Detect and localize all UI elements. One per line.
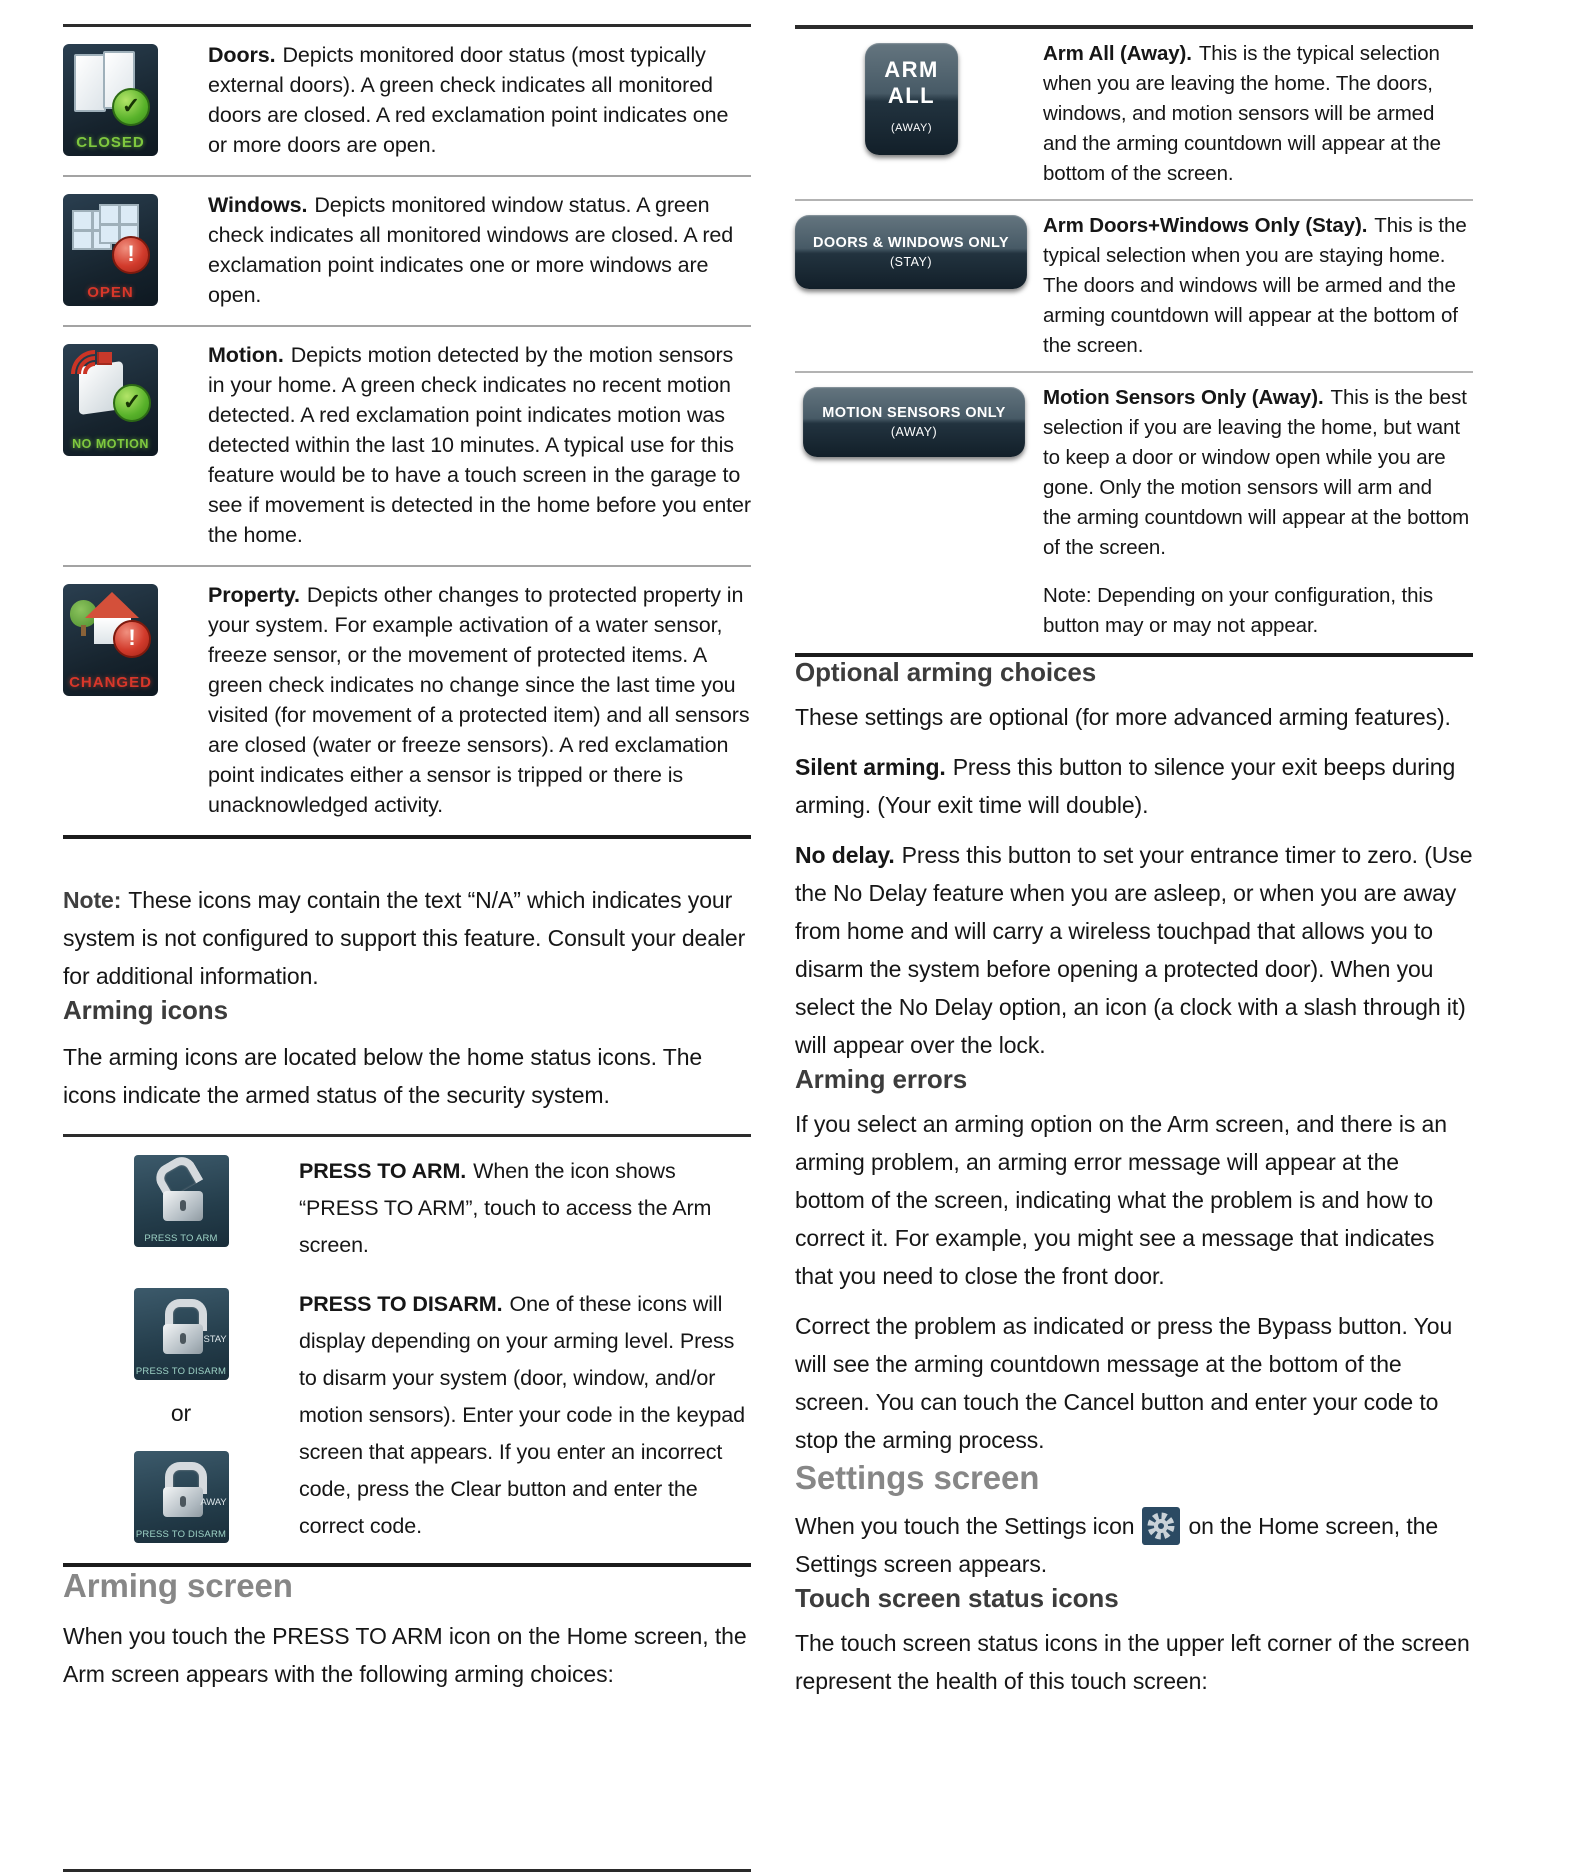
row-desc: Depicts motion detected by the motion sensors in your home. A green check indicates no recent motion detected. A red exclamation point indicates motion was detected within the last 10 minutes. A typical use for this feature would be to have a touch screen in the garage to see if movement is detected in the home before you enter the home. — [208, 343, 751, 547]
row-term: Arm Doors+Windows Only (Stay). — [1043, 214, 1368, 237]
motion-sensors-only-button — [803, 387, 1025, 457]
padlock-closed-stay-icon — [134, 1288, 229, 1380]
home-status-icons-table — [63, 24, 751, 839]
table-row-property — [63, 567, 751, 839]
table-row-press-to-arm — [63, 1153, 751, 1264]
silent-arming-paragraph: Silent arming. Press this button to silence your exit beeps during arming. (Your exit time will double). — [795, 754, 1456, 818]
or-label: or — [170, 1400, 192, 1426]
row-desc: This is the typical selection when you are leaving the home. The doors, windows, and motion sensors will be armed and the arming countdown will appear at the bottom of the screen. — [1043, 42, 1441, 185]
arming-errors-paragraph-2: Correct the problem as indicated or press the Bypass button. You will see the arming countdown message at the bottom of the screen. You can touch the Cancel button and enter your code to stop the arming process. — [795, 1313, 1453, 1453]
lock-body — [163, 1191, 203, 1221]
table-row-doors-windows-only — [795, 201, 1473, 373]
row-term: Windows. — [208, 193, 308, 217]
padlock-open-icon — [134, 1155, 229, 1247]
button-label: DOORS & WINDOWS ONLY — [813, 235, 1009, 251]
row-term: Motion Sensors Only (Away). — [1043, 386, 1324, 409]
button-label: MOTION SENSORS ONLY — [822, 405, 1006, 421]
row-desc: Depicts other changes to protected property in your system. For example activation of a water sensor, freeze sensor, or the movement of protected items. A green check indicates no change since the last time you visited (for movement of a protected item) and all sensors are closed (water or freeze sensors). A red exclamation point indicates either a sensor is tripped or there is unacknowledged activity. — [208, 583, 750, 817]
optional-arming-heading: Optional arming choices — [795, 657, 1097, 687]
row-term: Property. — [208, 583, 300, 607]
property-changed-icon — [63, 584, 158, 696]
arming-icons-table — [63, 1134, 751, 1567]
button-label: ALL — [887, 83, 936, 108]
silent-arming-term: Silent arming. — [795, 754, 946, 780]
lock-label: PRESS TO DISARM — [135, 1366, 227, 1377]
table-row-doors — [63, 27, 751, 177]
settings-screen-paragraph: When you touch the Settings icon on the Home screen, the Settings screen appears. — [795, 1507, 1473, 1583]
icon-caption: CLOSED — [76, 134, 145, 151]
lock-tag-stay: STAY — [203, 1334, 227, 1345]
note-paragraph: Note: These icons may contain the text “N/A” which indicates your system is not configured to support this feature. Consult your dealer for additional information. — [63, 887, 746, 989]
arming-screen-paragraph: When you touch the PRESS TO ARM icon on the Home screen, the Arm screen appears with the following arming choices: — [63, 1623, 747, 1687]
house-roof-shape — [85, 592, 139, 618]
red-exclamation-badge: ! — [113, 620, 151, 658]
lock-body — [163, 1324, 203, 1354]
button-label: ARM — [884, 57, 939, 82]
row-desc: Depicts monitored window status. A green check indicates all monitored windows are closed. A red exclamation point indicates one or more windows are open. — [208, 193, 734, 307]
row-term: Motion. — [208, 343, 284, 367]
button-sublabel: (AWAY) — [890, 122, 933, 134]
touch-status-icons-paragraph: The touch screen status icons in the upper left corner of the screen represent the health of this touch screen: — [795, 1630, 1470, 1694]
button-sublabel: (AWAY) — [890, 425, 938, 439]
lock-body — [163, 1487, 203, 1517]
button-sublabel: (STAY) — [889, 255, 933, 269]
row-desc: Depicts monitored door status (most typically external doors). A green check indicates all monitored doors are closed. A red exclamation point indicates one or more doors are open. — [208, 43, 729, 157]
left-column — [63, 0, 751, 1693]
row-desc-continued: the arming countdown will appear at the bottom of the screen. — [1043, 506, 1470, 559]
optional-arming-intro: These settings are optional (for more advanced arming features). — [795, 704, 1451, 730]
arm-all-button — [865, 43, 958, 155]
tree-trunk-shape — [81, 625, 86, 636]
note-label: Note: — [63, 887, 122, 913]
settings-screen-heading: Settings screen — [795, 1459, 1040, 1496]
doors-windows-only-button — [795, 215, 1027, 289]
green-check-badge: ✓ — [112, 88, 150, 126]
arming-errors-paragraph-1: If you select an arming option on the Arm screen, and there is an arming problem, an arming error message will appear at the bottom of the screen, indicating what the problem is and how to correct it. For example, you might see a message that indicates that you need to close the front door. — [795, 1111, 1447, 1289]
red-exclamation-badge: ! — [112, 236, 150, 274]
windows-open-icon — [63, 194, 158, 306]
row-term: PRESS TO DISARM. — [299, 1292, 503, 1316]
icon-caption: OPEN — [87, 284, 134, 301]
lock-label: PRESS TO ARM — [144, 1233, 218, 1244]
row-desc: This is the typical selection when you are staying home. The doors and windows will be armed and the arming countdown will appear at the bottom of the screen. — [1043, 214, 1467, 357]
row-desc: This is the best selection if you are leaving the home, but want to keep a door or window open while you are gone. Only the motion sensors will arm and — [1043, 386, 1467, 499]
table-row-arm-all — [795, 29, 1473, 201]
right-column — [795, 0, 1473, 1700]
icon-caption: CHANGED — [69, 674, 152, 691]
icon-caption: NO MOTION — [72, 437, 149, 451]
row-desc: When the icon shows “PRESS TO ARM”, touch to access the Arm screen. — [299, 1159, 712, 1257]
next-table-top-rule — [63, 1869, 751, 1872]
arming-icons-heading: Arming icons — [63, 995, 228, 1025]
table-row-press-to-disarm — [63, 1286, 751, 1545]
row-note: Note: Depending on your configuration, this button may or may not appear. — [1043, 584, 1434, 637]
row-desc: One of these icons will display depending on your arming level. Press to disarm your system (door, window, and/or motion sensors). Enter your code in the keypad screen that appears. If you enter an incorrect code, press the Clear button and enter the correct code. — [299, 1292, 745, 1538]
gear-icon — [1142, 1507, 1180, 1545]
arming-errors-heading: Arming errors — [795, 1064, 968, 1094]
green-check-badge: ✓ — [113, 384, 151, 422]
no-delay-paragraph: No delay. Press this button to set your entrance timer to zero. (Use the No Delay feature when you are asleep, or when you are away from home and will carry a wireless touchpad that allows you to disarm the system before opening a protected door). When you select the No Delay option, an icon (a clock with a slash through it) will appear over the lock. — [795, 842, 1473, 1058]
door-shape — [74, 54, 106, 112]
arming-screen-heading: Arming screen — [63, 1567, 293, 1604]
arming-icons-intro: The arming icons are located below the home status icons. The icons indicate the armed status of the security system. — [63, 1044, 703, 1108]
no-delay-term: No delay. — [795, 842, 895, 868]
table-row-motion-sensors-only — [795, 373, 1473, 653]
row-term: PRESS TO ARM. — [299, 1159, 467, 1183]
arming-choices-table — [795, 25, 1473, 657]
doors-closed-icon — [63, 44, 158, 156]
table-row-windows — [63, 177, 751, 327]
table-row-motion — [63, 327, 751, 567]
motion-icon — [63, 344, 158, 456]
row-term: Doors. — [208, 43, 276, 67]
lock-tag-away: AWAY — [200, 1497, 227, 1508]
row-term: Arm All (Away). — [1043, 42, 1192, 65]
touch-status-icons-heading: Touch screen status icons — [795, 1583, 1119, 1613]
padlock-closed-away-icon — [134, 1451, 229, 1543]
lock-label: PRESS TO DISARM — [135, 1529, 227, 1540]
